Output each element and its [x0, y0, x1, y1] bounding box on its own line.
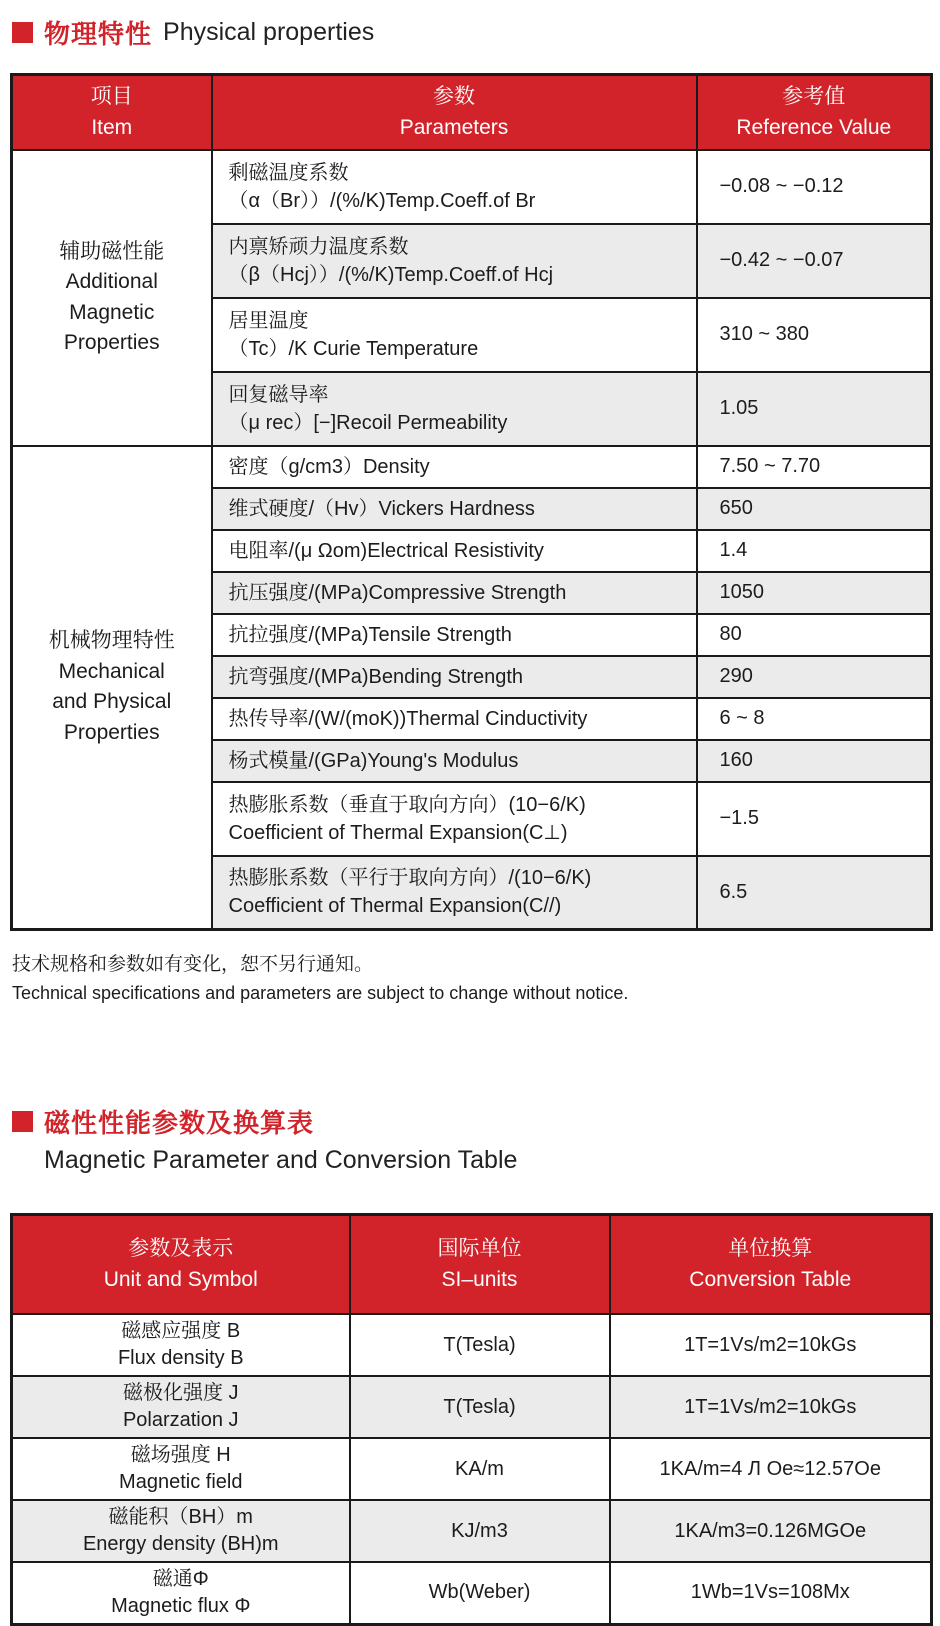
- column-header-si-units-zh: 国际单位: [437, 1236, 522, 1260]
- section-heading-physical: [12, 14, 930, 51]
- parameter-cell: [212, 656, 697, 698]
- parameter-cell: [212, 740, 697, 782]
- unit-symbol-cell: [12, 1376, 350, 1438]
- disclaimer-en: Technical specifications and parameters are subject to change without notice.: [12, 982, 629, 1003]
- unit-symbol-en: Magnetic flux Φ: [111, 1594, 251, 1617]
- conversion-cell: 1KA/m3=0.126MGOe: [610, 1500, 932, 1562]
- physical-properties-table: [10, 73, 933, 931]
- column-header-conversion-zh: 单位换算: [728, 1236, 813, 1260]
- column-header-parameters-en: Parameters: [399, 116, 509, 140]
- parameter-line: 电阻率/(μ Ωom)Electrical Resistivity: [228, 539, 544, 562]
- column-header-reference-zh: 参考值: [782, 84, 846, 108]
- table-row: [12, 446, 932, 488]
- parameter-line-zh: 内禀矫顽力温度系数: [228, 235, 409, 258]
- si-unit-cell: KJ/m3: [350, 1500, 610, 1562]
- parameter-line: 密度（g/cm3）Density: [228, 455, 430, 478]
- conversion-cell: 1T=1Vs/m2=10kGs: [610, 1376, 932, 1438]
- disclaimer-note: [12, 951, 930, 1007]
- value-cell: 310 ~ 380: [697, 298, 932, 372]
- parameter-line-en: （α（Br））/(%/K)Temp.Coeff.of Br: [228, 189, 536, 212]
- red-square-bullet-icon: [12, 1111, 33, 1132]
- conversion-cell: 1T=1Vs/m2=10kGs: [610, 1314, 932, 1376]
- parameter-cell: [212, 856, 697, 930]
- section-title-en: Physical properties: [163, 18, 375, 46]
- section-heading-conversion: [12, 1103, 930, 1175]
- table-row: [12, 1376, 932, 1438]
- column-header-conversion-en: Conversion Table: [689, 1268, 852, 1292]
- parameter-line-en: Coefficient of Thermal Expansion(C//): [228, 895, 562, 918]
- conversion-cell: 1Wb=1Vs=108Mx: [610, 1562, 932, 1624]
- disclaimer-zh: 技术规格和参数如有变化，恕不另行通知。: [12, 954, 374, 975]
- table-row: [12, 1314, 932, 1376]
- parameter-line-en: （μ rec）[−]Recoil Permeability: [228, 411, 508, 434]
- value-cell: 6 ~ 8: [697, 698, 932, 740]
- unit-symbol-zh: 磁场强度 H: [130, 1444, 231, 1466]
- unit-symbol-zh: 磁极化强度 J: [122, 1382, 239, 1404]
- column-header-unit-symbol-en: Unit and Symbol: [103, 1268, 258, 1292]
- table-row: [12, 1438, 932, 1500]
- value-cell: −0.42 ~ −0.07: [697, 224, 932, 298]
- value-cell: 160: [697, 740, 932, 782]
- column-header-item: [12, 75, 212, 150]
- unit-symbol-zh: 磁能积（BH）m: [108, 1506, 253, 1528]
- parameter-cell: [212, 150, 697, 224]
- parameter-line-en: Coefficient of Thermal Expansion(C⊥): [228, 821, 568, 844]
- parameter-line: 维式硬度/（Hv）Vickers Hardness: [228, 497, 535, 520]
- parameter-line-zh: 回复磁导率: [228, 383, 329, 406]
- table-row: [12, 150, 932, 224]
- unit-symbol-en: Polarzation J: [122, 1409, 239, 1431]
- parameter-line-en: （β（Hcj））/(%/K)Temp.Coeff.of Hcj: [228, 263, 554, 286]
- parameter-cell: [212, 372, 697, 446]
- parameter-line: 抗拉强度/(MPa)Tensile Strength: [228, 623, 512, 646]
- column-header-reference-en: Reference Value: [736, 116, 892, 140]
- value-cell: 1.4: [697, 530, 932, 572]
- value-cell: −0.08 ~ −0.12: [697, 150, 932, 224]
- parameter-line: 抗弯强度/(MPa)Bending Strength: [228, 665, 524, 688]
- si-unit-cell: T(Tesla): [350, 1314, 610, 1376]
- value-cell: 80: [697, 614, 932, 656]
- column-header-reference: [697, 75, 932, 150]
- value-cell: 7.50 ~ 7.70: [697, 446, 932, 488]
- parameter-line: 热传导率/(W/(moK))Thermal Cinductivity: [228, 707, 588, 730]
- column-header-si-units: [350, 1214, 610, 1314]
- unit-symbol-en: Flux density B: [117, 1347, 244, 1369]
- parameter-cell: [212, 572, 697, 614]
- parameter-line: 杨式模量/(GPa)Young's Modulus: [228, 749, 519, 772]
- parameter-cell: [212, 614, 697, 656]
- value-cell: −1.5: [697, 782, 932, 856]
- parameter-cell: [212, 530, 697, 572]
- parameter-line-zh: 热膨胀系数（垂直于取向方向）(10−6/K): [228, 793, 586, 816]
- unit-symbol-en: Energy density (BH)m: [82, 1533, 279, 1555]
- group-label-en: Additional Magnetic Properties: [63, 270, 160, 354]
- group-label-zh: 辅助磁性能: [59, 239, 165, 263]
- unit-symbol-zh: 磁感应强度 B: [121, 1320, 241, 1342]
- column-header-si-units-en: SI–units: [441, 1268, 518, 1292]
- parameter-line: 抗压强度/(MPa)Compressive Strength: [228, 581, 567, 604]
- column-header-conversion: [610, 1214, 932, 1314]
- unit-symbol-cell: [12, 1562, 350, 1624]
- unit-symbol-cell: [12, 1438, 350, 1500]
- group-label-en: Mechanical and Physical Properties: [52, 659, 172, 744]
- table-header-row: [12, 1214, 932, 1314]
- table-row: [12, 1500, 932, 1562]
- section-title-zh: 磁性性能参数及换算表: [44, 1107, 315, 1138]
- parameter-line-en: （Tc）/K Curie Temperature: [228, 337, 479, 360]
- column-header-item-zh: 项目: [90, 84, 133, 108]
- unit-symbol-zh: 磁通Φ: [152, 1567, 209, 1590]
- parameter-line-zh: 热膨胀系数（平行于取向方向）/(10−6/K): [228, 867, 592, 890]
- unit-symbol-cell: [12, 1314, 350, 1376]
- value-cell: 290: [697, 656, 932, 698]
- parameter-cell: [212, 782, 697, 856]
- value-cell: 1.05: [697, 372, 932, 446]
- group-cell-mechanical-physical: [12, 446, 212, 930]
- column-header-parameters-zh: 参数: [433, 84, 475, 108]
- si-unit-cell: Wb(Weber): [350, 1562, 610, 1624]
- si-unit-cell: KA/m: [350, 1438, 610, 1500]
- section-heading-conversion-line1: [12, 1103, 930, 1140]
- value-cell: 6.5: [697, 856, 932, 930]
- group-cell-additional-magnetic: [12, 150, 212, 446]
- parameter-cell: [212, 224, 697, 298]
- parameter-line-zh: 居里温度: [228, 309, 309, 332]
- column-header-parameters: [212, 75, 697, 150]
- unit-symbol-en: Magnetic field: [119, 1471, 243, 1493]
- parameter-cell: [212, 298, 697, 372]
- parameter-line-zh: 剩磁温度系数: [228, 161, 349, 184]
- value-cell: 650: [697, 488, 932, 530]
- parameter-cell: [212, 698, 697, 740]
- parameter-cell: [212, 488, 697, 530]
- table-header-row: [12, 75, 932, 150]
- red-square-bullet-icon: [12, 22, 33, 43]
- column-header-item-en: Item: [91, 116, 133, 140]
- conversion-table: [10, 1213, 933, 1626]
- table-row: [12, 1562, 932, 1624]
- value-cell: 1050: [697, 572, 932, 614]
- column-header-unit-symbol-zh: 参数及表示: [128, 1236, 234, 1260]
- si-unit-cell: T(Tesla): [350, 1376, 610, 1438]
- section-title-zh: 物理特性: [44, 19, 153, 49]
- parameter-cell: [212, 446, 697, 488]
- column-header-unit-symbol: [12, 1214, 350, 1314]
- conversion-cell: 1KA/m=4 Л Oe≈12.57Oe: [610, 1438, 932, 1500]
- group-label-zh: 机械物理特性: [48, 629, 175, 653]
- unit-symbol-cell: [12, 1500, 350, 1562]
- section-title-en: Magnetic Parameter and Conversion Table: [44, 1145, 518, 1174]
